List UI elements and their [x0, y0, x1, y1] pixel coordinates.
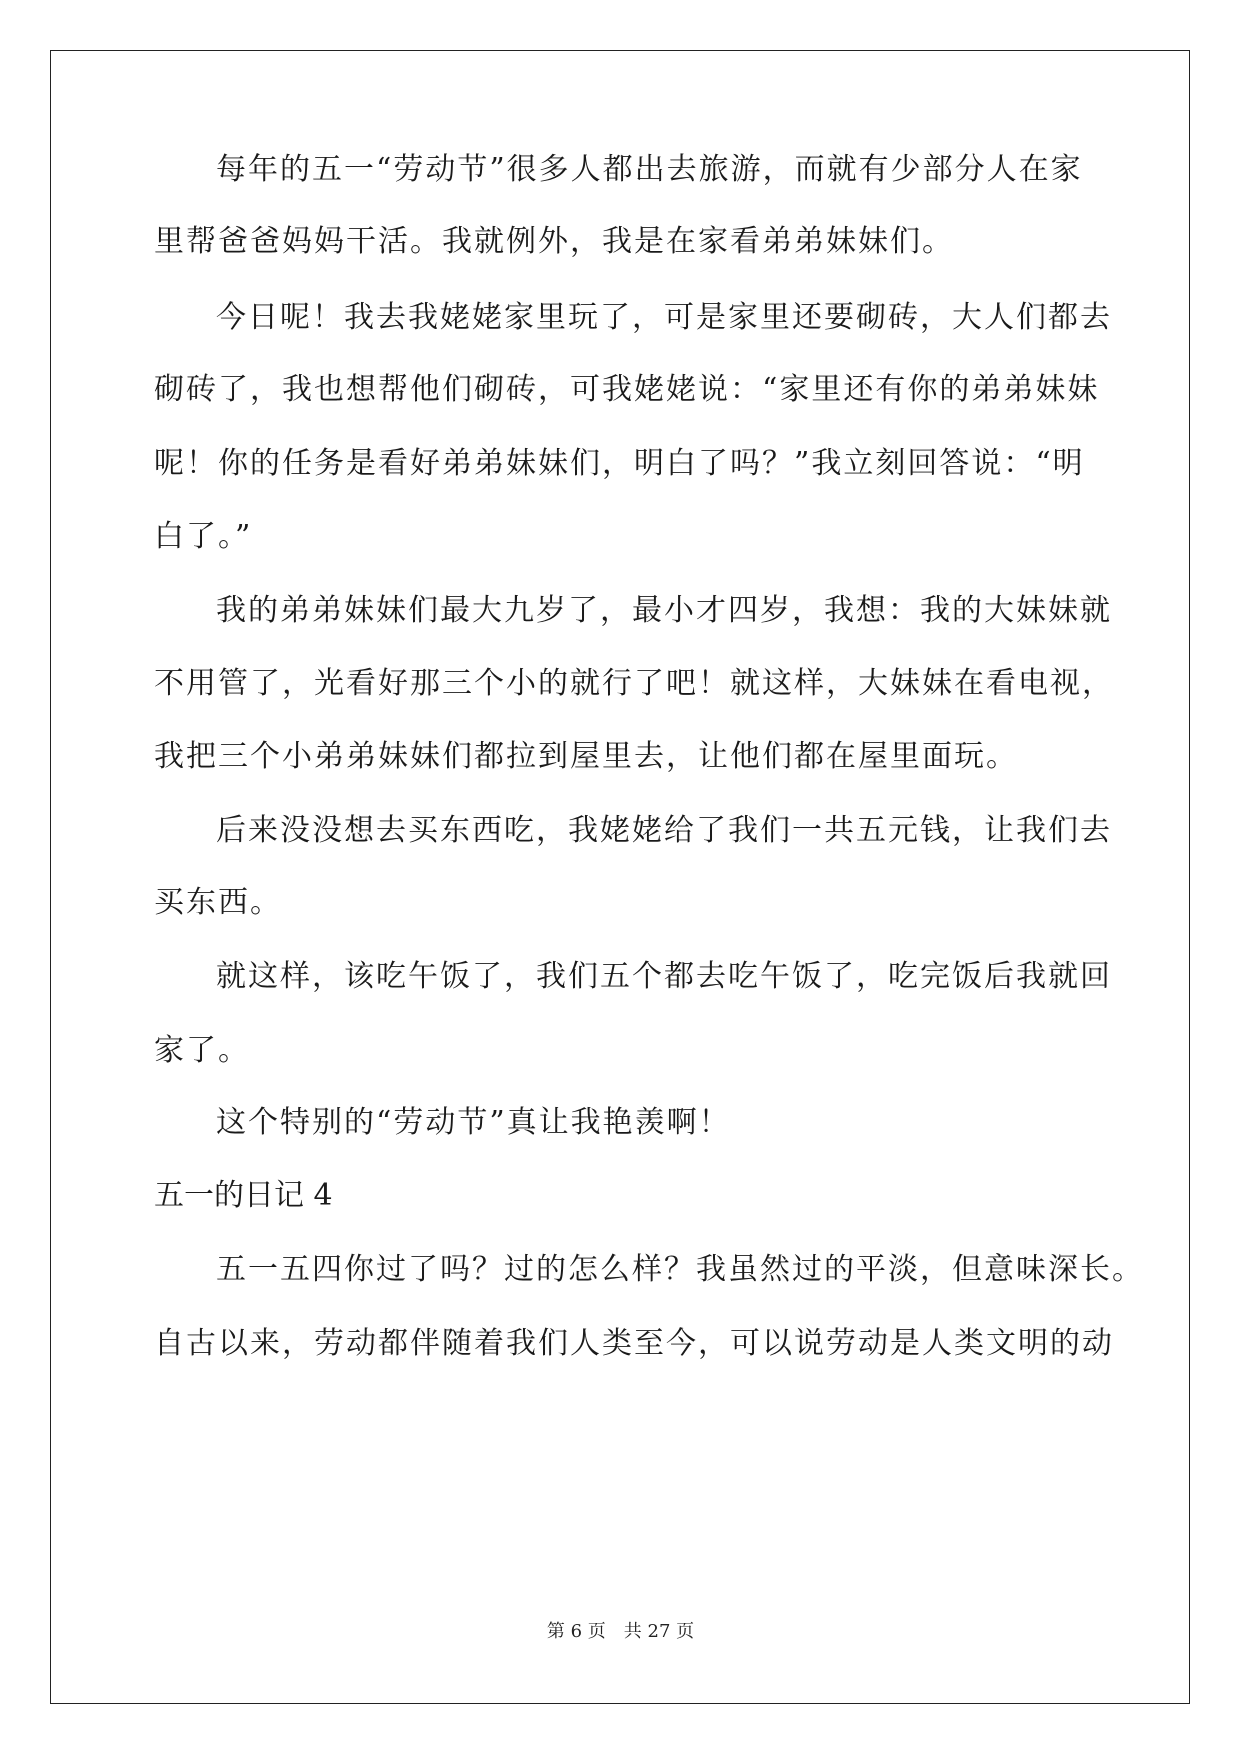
paragraph-line: 自古以来，劳动都伴随着我们人类至今，可以说劳动是人类文明的动 [154, 1326, 1114, 1361]
paragraph-line: 这个特别的“劳动节”真让我艳羡啊！ [216, 1105, 731, 1140]
paragraph-line: 白了。” [154, 519, 253, 554]
paragraph-line: 砌砖了，我也想帮他们砌砖，可我姥姥说：“家里还有你的弟弟妹妹 [154, 372, 1100, 407]
paragraph-line: 后来没没想去买东西吃，我姥姥给了我们一共五元钱，让我们去 [216, 813, 1112, 848]
paragraph-line: 今日呢！我去我姥姥家里玩了，可是家里还要砌砖，大人们都去 [216, 300, 1112, 335]
paragraph-line: 我的弟弟妹妹们最大九岁了，最小才四岁，我想：我的大妹妹就 [216, 593, 1112, 628]
paragraph-line: 每年的五一“劳动节”很多人都出去旅游，而就有少部分人在家 [216, 152, 1083, 187]
paragraph-line: 不用管了，光看好那三个小的就行了吧！就这样，大妹妹在看电视， [154, 666, 1114, 701]
paragraph-line: 五一五四你过了吗？过的怎么样？我虽然过的平淡，但意味深长。 [216, 1252, 1144, 1287]
paragraph-line: 里帮爸爸妈妈干活。我就例外，我是在家看弟弟妹妹们。 [154, 224, 954, 259]
paragraph-line: 我把三个小弟弟妹妹们都拉到屋里去，让他们都在屋里面玩。 [154, 739, 1018, 774]
paragraph-line: 买东西。 [154, 885, 282, 920]
page-number: 第 6 页 [546, 1621, 606, 1642]
paragraph-line: 家了。 [154, 1033, 250, 1068]
page-total: 共 27 页 [623, 1621, 695, 1642]
page-footer [0, 1620, 1241, 1644]
section-heading: 五一的日记 4 [154, 1178, 333, 1213]
paragraph-line: 就这样，该吃午饭了，我们五个都去吃午饭了，吃完饭后我就回 [216, 959, 1112, 994]
paragraph-line: 呢！你的任务是看好弟弟妹妹们，明白了吗？”我立刻回答说：“明 [154, 446, 1085, 481]
